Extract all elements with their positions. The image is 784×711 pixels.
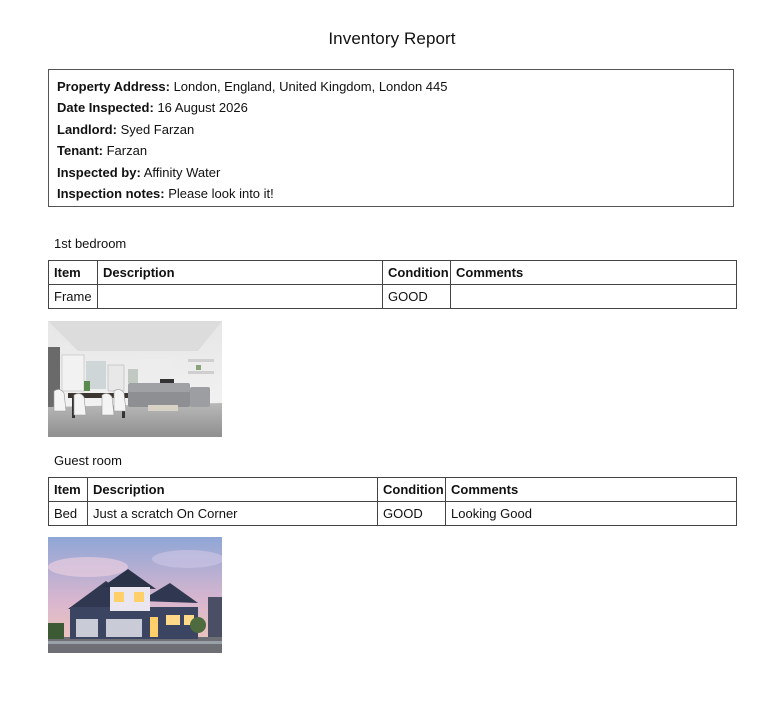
inspected-by-label: Inspected by: — [57, 164, 141, 180]
room-table-1st-bedroom — [48, 260, 737, 309]
room-photo-house-exterior — [48, 537, 222, 653]
inspected-by-value: Affinity Water — [143, 164, 221, 180]
inspection-notes-value: Please look into it! — [168, 185, 274, 201]
cell-item: Frame — [49, 285, 98, 309]
header-comments: Comments — [446, 478, 737, 502]
room-table-guest-room — [48, 477, 737, 526]
date-inspected-line — [57, 97, 725, 118]
header-description: Description — [88, 478, 378, 502]
header-item: Item — [49, 261, 98, 285]
date-inspected-label: Date Inspected: — [57, 100, 154, 116]
cell-comments: Looking Good — [446, 502, 737, 526]
property-info-box — [48, 69, 734, 207]
room-photo-living-room — [48, 321, 222, 437]
cell-condition: GOOD — [383, 285, 451, 309]
inspection-notes-label: Inspection notes: — [57, 185, 165, 201]
room-title-guest-room: Guest room — [54, 453, 122, 468]
property-address-line — [57, 76, 725, 97]
tenant-value: Farzan — [106, 143, 148, 159]
table-row — [49, 502, 737, 526]
property-address-label: Property Address: — [57, 79, 170, 94]
property-address-value: London, England, United Kingdom, London 445 — [173, 79, 448, 94]
table-row — [49, 285, 737, 309]
tenant-line — [57, 140, 725, 161]
table-header-row — [49, 478, 737, 502]
landlord-label: Landlord: — [57, 121, 117, 137]
table-header-row — [49, 261, 737, 285]
inspection-notes-line — [57, 183, 725, 204]
landlord-line — [57, 119, 725, 140]
tenant-label: Tenant: — [57, 143, 103, 159]
room-title-1st-bedroom: 1st bedroom — [54, 236, 127, 251]
cell-item: Bed — [49, 502, 88, 526]
header-condition: Condition — [383, 261, 451, 285]
cell-comments — [451, 285, 737, 309]
header-comments: Comments — [451, 261, 737, 285]
inspected-by-line — [57, 162, 725, 183]
landlord-value: Syed Farzan — [120, 121, 195, 137]
header-description: Description — [98, 261, 383, 285]
cell-condition: GOOD — [378, 502, 446, 526]
date-inspected-value: 16 August 2026 — [157, 100, 248, 116]
header-condition: Condition — [378, 478, 446, 502]
cell-description: Just a scratch On Corner — [88, 502, 378, 526]
cell-description — [98, 285, 383, 309]
header-item: Item — [49, 478, 88, 502]
report-title: Inventory Report — [328, 29, 456, 48]
